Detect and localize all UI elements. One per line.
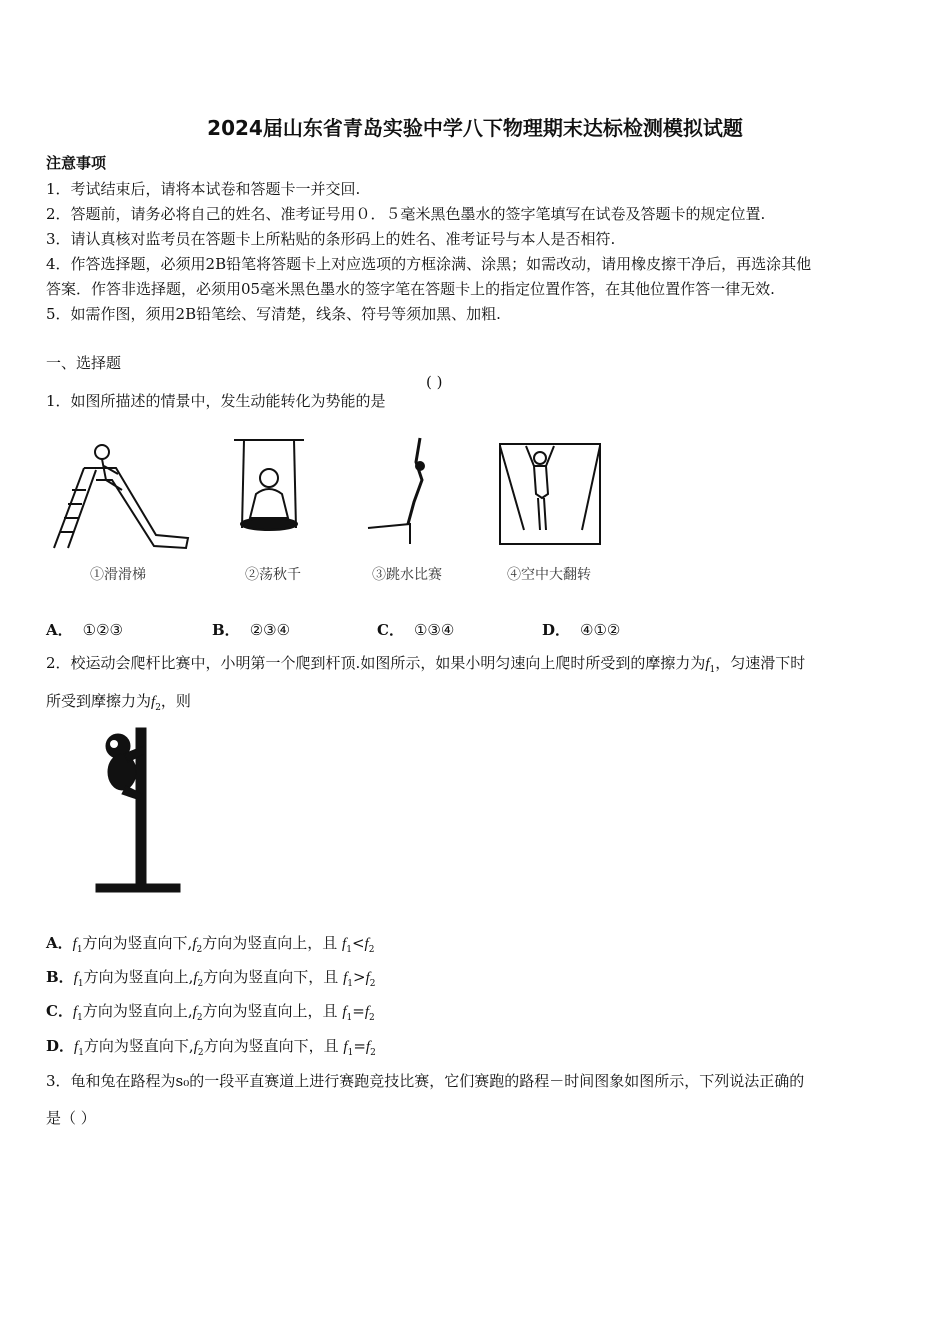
q2-option-b[interactable]: B．$f_1$方向为竖直向上$,f_2$方向为竖直向下，且 $f_1>f_2$ (46, 968, 376, 989)
q1-option-c[interactable]: C． ①③④ (377, 621, 455, 639)
q2-stem-line2: 所受到摩擦力为$f_2$，则 (46, 692, 191, 713)
q1-caption: ④空中大翻转 (507, 567, 591, 583)
notice-item: 1．考试结束后，请将本试卷和答题卡一并交回. (46, 180, 361, 198)
q3-stem-line2: 是（ ） (46, 1109, 96, 1127)
diving-figure (366, 432, 436, 547)
q1-stem: 1．如图所描述的情景中，发生动能转化为势能的是 (46, 392, 386, 410)
notice-item: 答案．作答非选择题，必须用05毫米黑色墨水的签字笔在答题卡上的指定位置作答，在其他位置作答一律无效. (46, 280, 775, 298)
q2-stem-line1: 2．校运动会爬杆比赛中，小明第一个爬到杆顶.如图所示，如果小明匀速向上爬时所受到的摩擦力为$f_1$，匀速滑下时 (46, 654, 806, 675)
q2-option-d[interactable]: D．$f_1$方向为竖直向下$,f_2$方向为竖直向下，且 $f_1=f_2$ (46, 1037, 376, 1058)
q1-answer-paren: ( ) (426, 373, 443, 391)
q1-caption: ③跳水比赛 (372, 567, 442, 583)
q2-option-c[interactable]: C．$f_1$方向为竖直向上$,f_2$方向为竖直向上，且 $f_1=f_2$ (46, 1002, 375, 1023)
q1-option-a[interactable]: A． ①②③ (46, 621, 123, 639)
notice-item: 4．作答选择题，必须用2B铅笔将答题卡上对应选项的方框涂满、涂黑；如需改动，请用橡皮擦干净后，再选涂其他 (46, 255, 812, 273)
q1-option-b[interactable]: B． ②③④ (212, 621, 291, 639)
section-heading: 一、选择题 (46, 354, 122, 372)
notice-item: 5．如需作图，须用2B铅笔绘、写清楚，线条、符号等须加黑、加粗. (46, 305, 501, 323)
q1-option-d[interactable]: D． ④①② (542, 621, 621, 639)
q1-caption: ②荡秋千 (245, 567, 301, 583)
notice-item: 3．请认真核对监考员在答题卡上所粘贴的条形码上的姓名、准考证号与本人是否相符. (46, 230, 616, 248)
page-title: 2024届山东省青岛实验中学八下物理期末达标检测模拟试题 (207, 116, 743, 140)
q2-option-a[interactable]: A．$f_1$方向为竖直向下$,f_2$方向为竖直向上，且 $f_1<f_2$ (46, 934, 375, 955)
notice-item: 2．答题前，请务必将自己的姓名、准考证号用０．５毫米黑色墨水的签字笔填写在试卷及答题卡的规定位置. (46, 205, 766, 223)
swing-figure (232, 436, 312, 546)
notice-heading: 注意事项 (46, 154, 107, 172)
pole-climber-figure (94, 724, 184, 896)
q3-stem-line1: 3．龟和兔在路程为s₀的一段平直赛道上进行赛跑竞技比赛，它们赛跑的路程－时间图象如图所示，下列说法正确的 (46, 1072, 805, 1090)
highbar-figure (496, 438, 616, 550)
q1-caption: ①滑滑梯 (90, 567, 146, 583)
